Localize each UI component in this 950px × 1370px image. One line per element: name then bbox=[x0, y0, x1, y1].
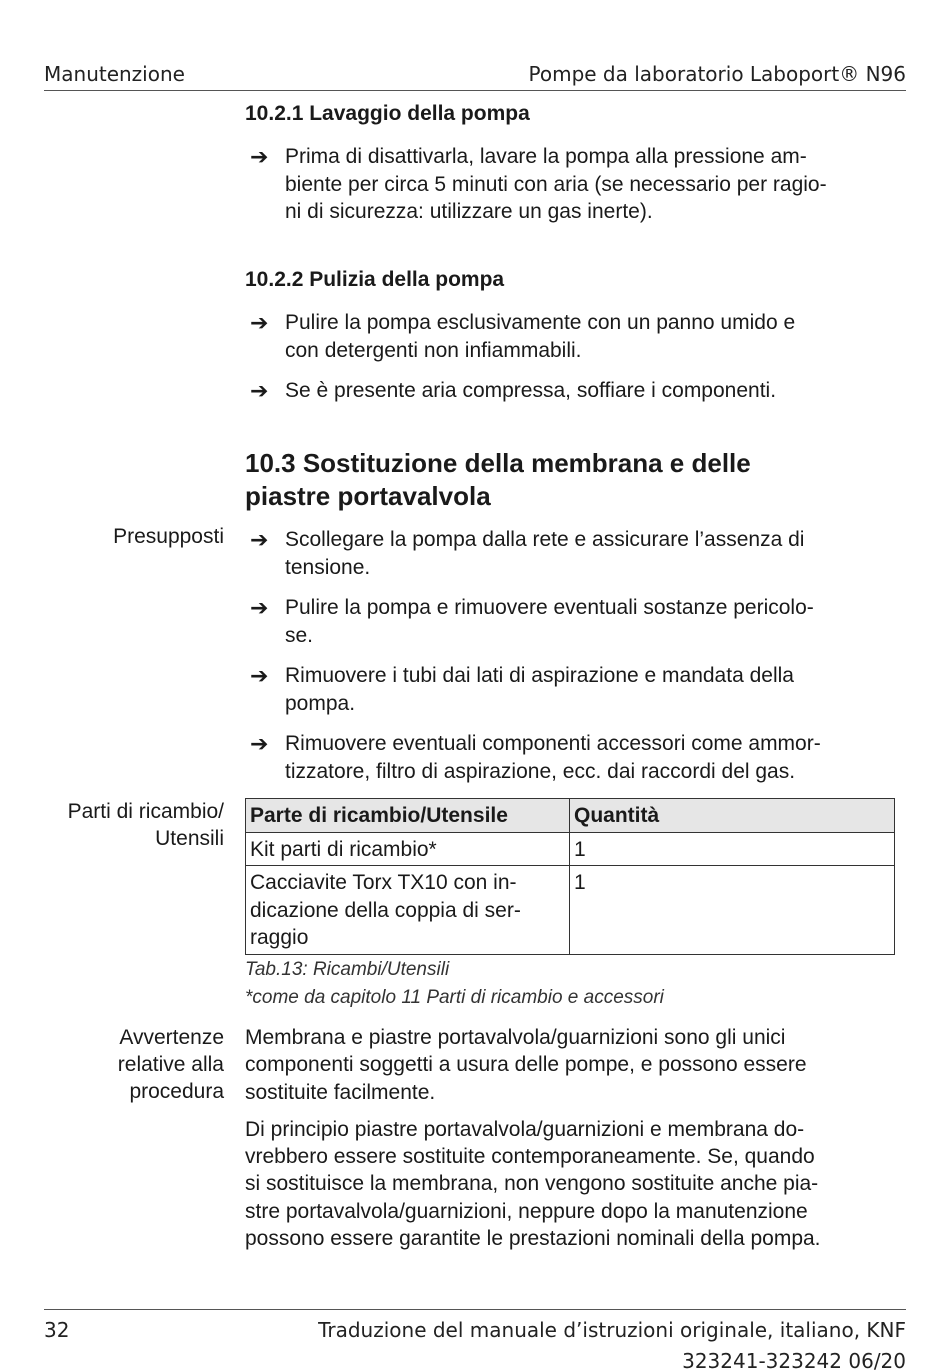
cell-quantity: 1 bbox=[570, 866, 895, 955]
header-divider bbox=[44, 90, 906, 91]
procedure-notes bbox=[245, 1024, 895, 1252]
bullet-line: Rimuovere i tubi dai lati di aspirazione e mandata della bbox=[285, 664, 794, 687]
section-heading: 10.2.1 Lavaggio della pompa bbox=[245, 102, 530, 125]
cell-line: raggio bbox=[250, 926, 309, 949]
table-row bbox=[246, 866, 895, 955]
bullet-line: Pulire la pompa esclusivamente con un panno umido e bbox=[285, 311, 796, 334]
heading-line: piastre portavalvola bbox=[245, 481, 491, 511]
bullet-line: Scollegare la pompa dalla rete e assicurare l’assenza di bbox=[285, 528, 805, 551]
side-label-line: Avvertenze bbox=[119, 1026, 224, 1049]
side-label-line: procedura bbox=[129, 1080, 224, 1103]
bullet-item bbox=[245, 377, 895, 405]
side-label-line: relative alla bbox=[117, 1053, 224, 1076]
bullet-line: se. bbox=[285, 623, 314, 647]
bullet-item bbox=[245, 594, 895, 649]
section-heading: 10.2.2 Pulizia della pompa bbox=[245, 268, 505, 291]
paragraph-line: Membrana e piastre portavalvola/guarnizioni sono gli unici bbox=[245, 1026, 786, 1049]
bullet-item bbox=[245, 662, 895, 717]
paragraph-line: vrebbero essere sostituite contemporaneamente. Se, quando bbox=[245, 1145, 815, 1169]
column-header-quantity: Quantità bbox=[570, 799, 895, 833]
table-row bbox=[246, 832, 895, 866]
paragraph-line: componenti soggetti a usura delle pompe, e possono essere bbox=[245, 1053, 807, 1077]
cell-line: dicazione della coppia di ser- bbox=[250, 898, 521, 922]
header-product: Pompe da laboratorio Laboport® N96 bbox=[528, 62, 906, 86]
right-arrow-icon: ➔ bbox=[250, 311, 269, 336]
cell-part: Kit parti di ricambio* bbox=[246, 832, 570, 866]
paragraph-line: stre portavalvola/guarnizioni, neppure dopo la manutenzione bbox=[245, 1199, 808, 1223]
footer-line: 323241-323242 06/20 bbox=[682, 1349, 906, 1370]
bullet-item bbox=[245, 730, 895, 785]
bullet-item bbox=[245, 143, 895, 226]
right-arrow-icon: ➔ bbox=[250, 528, 269, 553]
side-label-presupposti: Presupposti bbox=[113, 525, 224, 548]
table-footnote: *come da capitolo 11 Parti di ricambio e accessori bbox=[245, 986, 664, 1008]
page-number: 32 bbox=[44, 1318, 70, 1342]
paragraph-line: possono essere garantite le prestazioni nominali della pompa. bbox=[245, 1227, 821, 1251]
table-header-row bbox=[246, 799, 895, 833]
bullet-line: Pulire la pompa e rimuovere eventuali sostanze pericolo- bbox=[285, 596, 814, 619]
spare-parts-table-block bbox=[245, 798, 895, 1012]
bullet-item bbox=[245, 309, 895, 364]
bullet-item bbox=[245, 526, 895, 581]
paragraph bbox=[245, 1024, 895, 1106]
bullet-line: biente per circa 5 minuti con aria (se necessario per ragio- bbox=[285, 172, 827, 196]
table-caption: Tab.13: Ricambi/Utensili bbox=[245, 958, 450, 980]
paragraph-line: Di principio piastre portavalvola/guarnizioni e membrana do- bbox=[245, 1117, 805, 1141]
side-label-line: Utensili bbox=[155, 827, 224, 850]
side-label-line: Parti di ricambio/ bbox=[67, 800, 224, 823]
bullet-line: tensione. bbox=[285, 555, 371, 579]
chapter-heading bbox=[245, 447, 895, 513]
section-10-3-heading bbox=[245, 447, 895, 513]
prerequisites-list bbox=[245, 526, 895, 798]
bullet-line: Se è presente aria compressa, soffiare i componenti. bbox=[285, 379, 777, 402]
right-arrow-icon: ➔ bbox=[250, 732, 269, 757]
right-arrow-icon: ➔ bbox=[250, 664, 269, 689]
bullet-line: tizzatore, filtro di aspirazione, ecc. dai raccordi del gas. bbox=[285, 759, 796, 783]
bullet-line: Rimuovere eventuali componenti accessori come ammor- bbox=[285, 732, 821, 755]
footer-divider bbox=[44, 1309, 906, 1310]
side-label-spare-parts bbox=[68, 798, 224, 852]
bullet-line: ni di sicurezza: utilizzare un gas inerte). bbox=[285, 200, 653, 223]
cell-line: Cacciavite Torx TX10 con in- bbox=[250, 871, 517, 894]
cell-quantity: 1 bbox=[570, 832, 895, 866]
bullet-line: con detergenti non infiammabili. bbox=[285, 338, 582, 362]
right-arrow-icon: ➔ bbox=[250, 596, 269, 621]
side-label-warnings bbox=[118, 1024, 224, 1105]
heading-line: 10.3 Sostituzione della membrana e delle bbox=[245, 448, 751, 478]
footer-document-info bbox=[318, 1315, 906, 1370]
paragraph-line: sostituite facilmente. bbox=[245, 1080, 436, 1104]
bullet-line: pompa. bbox=[285, 691, 356, 715]
cell-part bbox=[246, 866, 570, 955]
right-arrow-icon: ➔ bbox=[250, 379, 269, 404]
paragraph bbox=[245, 1116, 895, 1252]
right-arrow-icon: ➔ bbox=[250, 145, 269, 170]
section-10-2-1 bbox=[245, 101, 895, 239]
section-10-2-2 bbox=[245, 267, 895, 418]
spare-parts-table bbox=[245, 798, 895, 955]
paragraph-line: si sostituisce la membrana, non vengono sostituite anche pia- bbox=[245, 1172, 819, 1196]
footer-line: Traduzione del manuale d’istruzioni originale, italiano, KNF bbox=[318, 1318, 906, 1342]
header-section: Manutenzione bbox=[44, 62, 185, 86]
column-header-part: Parte di ricambio/Utensile bbox=[246, 799, 570, 833]
bullet-line: Prima di disattivarla, lavare la pompa alla pressione am- bbox=[285, 145, 807, 168]
